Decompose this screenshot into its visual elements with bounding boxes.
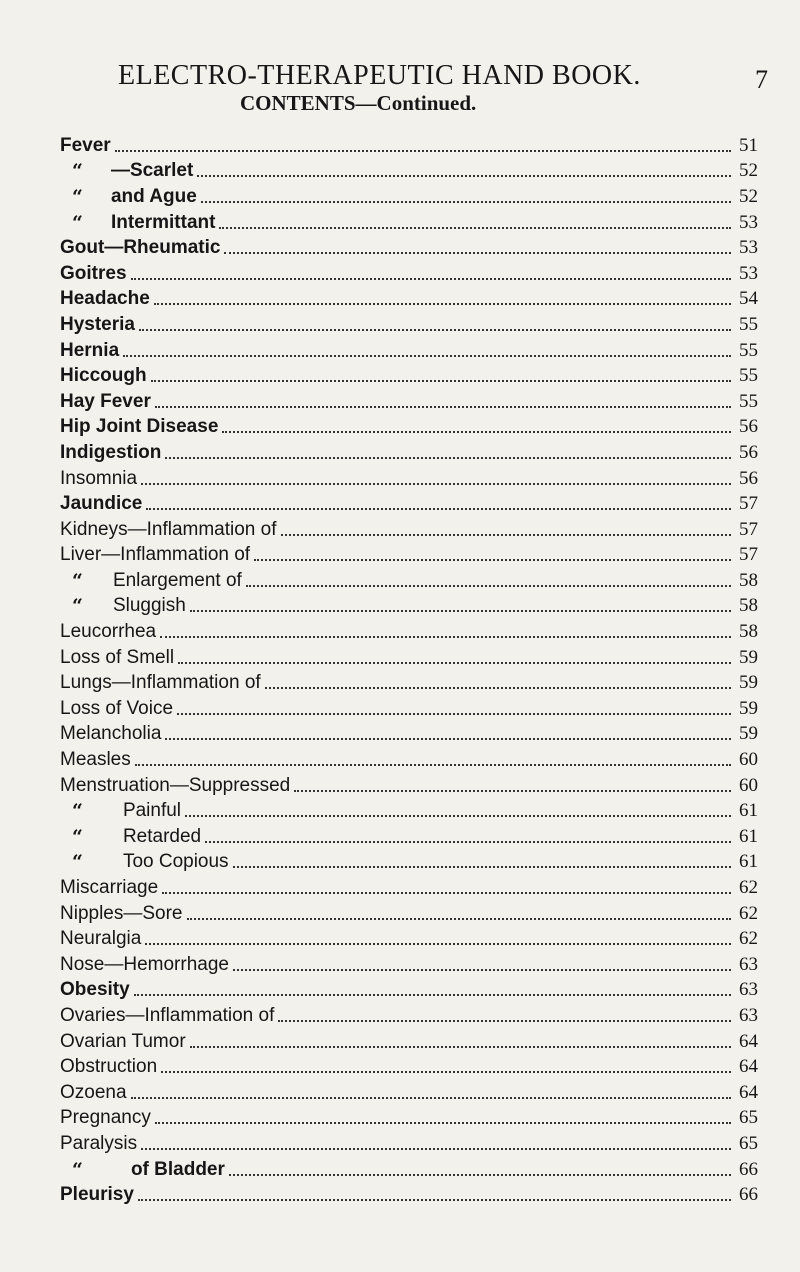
dot-leader bbox=[254, 559, 731, 561]
toc-entry-page: 66 bbox=[739, 1158, 758, 1180]
toc-entry bbox=[60, 466, 765, 492]
toc-entry-page: 60 bbox=[739, 749, 758, 771]
toc-entry-label: Pregnancy bbox=[60, 1107, 151, 1129]
ditto-mark: “ bbox=[72, 211, 83, 234]
toc-entry-label: Painful bbox=[122, 800, 182, 822]
toc-entry bbox=[60, 440, 765, 466]
toc-entry-label: Hysteria bbox=[60, 313, 135, 335]
toc-entry-label: Measles bbox=[60, 749, 131, 771]
toc-entry-page: 53 bbox=[739, 262, 758, 284]
toc-entry-page: 64 bbox=[739, 1030, 758, 1052]
toc-entry bbox=[60, 1182, 765, 1208]
toc-entry-page: 52 bbox=[739, 185, 758, 207]
toc-entry-label: Hernia bbox=[60, 339, 120, 361]
toc-entry bbox=[60, 773, 765, 799]
toc-entry bbox=[60, 159, 765, 185]
dot-leader bbox=[131, 1097, 731, 1099]
ditto-mark: “ bbox=[72, 1158, 83, 1181]
dot-leader bbox=[224, 252, 731, 254]
toc-entry-label: Ovarian Tumor bbox=[60, 1030, 186, 1052]
toc-entry bbox=[60, 978, 765, 1004]
toc-entry-page: 54 bbox=[739, 288, 758, 310]
ditto-mark: “ bbox=[72, 160, 83, 183]
toc-entry bbox=[60, 670, 765, 696]
toc-entry-page: 53 bbox=[739, 211, 758, 233]
dot-leader bbox=[178, 662, 731, 664]
ditto-mark: “ bbox=[72, 185, 83, 208]
toc-entry-label: Miscarriage bbox=[60, 877, 159, 899]
running-head-title: ELECTRO-THERAPEUTIC HAND BOOK. bbox=[118, 60, 641, 91]
toc-entry bbox=[60, 824, 765, 850]
toc-entry-label: Loss of Voice bbox=[60, 697, 174, 719]
dot-leader bbox=[162, 892, 731, 894]
toc-entry bbox=[60, 491, 765, 517]
toc-entry-label: Hip Joint Disease bbox=[60, 416, 219, 438]
ditto-mark: “ bbox=[72, 851, 83, 874]
toc-entry-page: 62 bbox=[739, 877, 758, 899]
toc-entry-label: Too Copious bbox=[122, 851, 229, 873]
dot-leader bbox=[165, 738, 731, 740]
toc-entry bbox=[60, 1157, 765, 1183]
dot-leader bbox=[141, 483, 731, 485]
page-number: 7 bbox=[755, 65, 768, 94]
dot-leader bbox=[246, 585, 731, 587]
toc-entry-page: 56 bbox=[739, 416, 758, 438]
toc-entry-label: Jaundice bbox=[60, 493, 143, 515]
toc-entry bbox=[60, 287, 765, 313]
toc-entry bbox=[60, 747, 765, 773]
toc-entry-page: 60 bbox=[739, 774, 758, 796]
toc-entry bbox=[60, 1029, 765, 1055]
toc-entry-page: 59 bbox=[739, 672, 758, 694]
dot-leader bbox=[265, 687, 731, 689]
toc-entry-page: 52 bbox=[739, 160, 758, 182]
toc-entry-page: 64 bbox=[739, 1056, 758, 1078]
dot-leader bbox=[165, 457, 731, 459]
dot-leader bbox=[141, 1148, 731, 1150]
dot-leader bbox=[190, 610, 731, 612]
toc-entry-label: Nipples—Sore bbox=[60, 902, 183, 924]
toc-entry-label: Neuralgia bbox=[60, 928, 142, 950]
toc-entry-page: 55 bbox=[739, 390, 758, 412]
toc-entry-page: 61 bbox=[739, 800, 758, 822]
dot-leader bbox=[197, 175, 731, 177]
toc-entry-label: Sluggish bbox=[112, 595, 186, 617]
toc-entry-page: 59 bbox=[739, 723, 758, 745]
toc-entry-label: Nose—Hemorrhage bbox=[60, 953, 229, 975]
toc-entry-page: 57 bbox=[739, 493, 758, 515]
toc-entry-page: 57 bbox=[739, 518, 758, 540]
toc-entry-page: 62 bbox=[739, 902, 758, 924]
toc-entry bbox=[60, 389, 765, 415]
toc-entry-label: Ovaries—Inflammation of bbox=[60, 1004, 275, 1026]
toc-entry bbox=[60, 568, 765, 594]
dot-leader bbox=[145, 943, 731, 945]
toc-entry-label: Obesity bbox=[60, 979, 130, 1001]
ditto-mark: “ bbox=[72, 825, 83, 848]
toc-entry bbox=[60, 926, 765, 952]
toc-entry bbox=[60, 517, 765, 543]
dot-leader bbox=[115, 150, 731, 152]
toc-entry bbox=[60, 696, 765, 722]
toc-entry bbox=[60, 645, 765, 671]
toc-entry-page: 63 bbox=[739, 1004, 758, 1026]
toc-entry-label: Melancholia bbox=[60, 723, 162, 745]
dot-leader bbox=[155, 406, 731, 408]
toc-entry-page: 53 bbox=[739, 237, 758, 259]
dot-leader bbox=[222, 431, 731, 433]
toc-entry bbox=[60, 363, 765, 389]
toc-entry-page: 58 bbox=[739, 595, 758, 617]
ditto-mark: “ bbox=[72, 595, 83, 618]
dot-leader bbox=[146, 508, 731, 510]
toc-entry bbox=[60, 850, 765, 876]
toc-entry-page: 56 bbox=[739, 467, 758, 489]
toc-entry-page: 55 bbox=[739, 365, 758, 387]
dot-leader bbox=[139, 329, 731, 331]
dot-leader bbox=[229, 1174, 731, 1176]
dot-leader bbox=[154, 303, 731, 305]
toc-entry-label: Leucorrhea bbox=[60, 621, 157, 643]
toc-entry bbox=[60, 875, 765, 901]
toc-entry-label: Loss of Smell bbox=[60, 646, 175, 668]
toc-entry-label: Gout—Rheumatic bbox=[60, 237, 221, 259]
toc-entry-label: Hiccough bbox=[60, 365, 147, 387]
toc-entry-page: 59 bbox=[739, 646, 758, 668]
dot-leader bbox=[205, 841, 731, 843]
toc-entry-label: Insomnia bbox=[60, 467, 138, 489]
toc-entry bbox=[60, 235, 765, 261]
toc-entry-label: Retarded bbox=[122, 825, 202, 847]
toc-entry-label: Ozoena bbox=[60, 1081, 127, 1103]
toc-entry-label: Intermittant bbox=[110, 211, 216, 233]
dot-leader bbox=[160, 636, 731, 638]
toc-entry-page: 55 bbox=[739, 339, 758, 361]
toc-entry-page: 64 bbox=[739, 1081, 758, 1103]
dot-leader bbox=[187, 918, 732, 920]
toc-entry bbox=[60, 261, 765, 287]
toc-entry-page: 62 bbox=[739, 928, 758, 950]
toc-entry bbox=[60, 312, 765, 338]
toc-entry-page: 61 bbox=[739, 851, 758, 873]
dot-leader bbox=[155, 1122, 731, 1124]
dot-leader bbox=[185, 815, 731, 817]
toc-entry bbox=[60, 338, 765, 364]
toc-entry-page: 61 bbox=[739, 825, 758, 847]
toc-entry-page: 65 bbox=[739, 1107, 758, 1129]
toc-entry bbox=[60, 798, 765, 824]
dot-leader bbox=[219, 227, 731, 229]
toc-entry-label: Paralysis bbox=[60, 1132, 138, 1154]
toc-entry-page: 65 bbox=[739, 1132, 758, 1154]
dot-leader bbox=[135, 764, 731, 766]
toc-entry bbox=[60, 415, 765, 441]
ditto-mark: “ bbox=[72, 569, 83, 592]
toc-entry-label: Enlargement of bbox=[112, 569, 242, 591]
toc-entry bbox=[60, 1054, 765, 1080]
toc-entry-label: Fever bbox=[60, 134, 111, 156]
toc-entry bbox=[60, 133, 765, 159]
dot-leader bbox=[233, 969, 731, 971]
dot-leader bbox=[151, 380, 731, 382]
dot-leader bbox=[177, 713, 731, 715]
table-of-contents bbox=[60, 133, 765, 1208]
dot-leader bbox=[123, 355, 731, 357]
toc-entry bbox=[60, 1131, 765, 1157]
toc-entry bbox=[60, 619, 765, 645]
dot-leader bbox=[201, 201, 731, 203]
toc-entry-page: 58 bbox=[739, 621, 758, 643]
dot-leader bbox=[233, 866, 731, 868]
contents-heading: CONTENTS—Continued. bbox=[240, 91, 477, 115]
dot-leader bbox=[190, 1046, 731, 1048]
toc-entry bbox=[60, 952, 765, 978]
dot-leader bbox=[138, 1199, 731, 1201]
toc-entry-page: 66 bbox=[739, 1184, 758, 1206]
toc-entry-label: Menstruation—Suppressed bbox=[60, 774, 291, 796]
toc-entry-page: 56 bbox=[739, 441, 758, 463]
toc-entry bbox=[60, 1106, 765, 1132]
toc-entry bbox=[60, 1003, 765, 1029]
toc-entry bbox=[60, 722, 765, 748]
dot-leader bbox=[281, 534, 732, 536]
toc-entry-page: 57 bbox=[739, 544, 758, 566]
toc-entry bbox=[60, 1080, 765, 1106]
toc-entry-label: —Scarlet bbox=[110, 160, 194, 182]
dot-leader bbox=[131, 278, 731, 280]
toc-entry-label: Goitres bbox=[60, 262, 127, 284]
toc-entry-label: Liver—Inflammation of bbox=[60, 544, 251, 566]
toc-entry-page: 63 bbox=[739, 953, 758, 975]
dot-leader bbox=[278, 1020, 731, 1022]
toc-entry-label: Obstruction bbox=[60, 1056, 158, 1078]
ditto-mark: “ bbox=[72, 800, 83, 823]
toc-entry-label: and Ague bbox=[110, 185, 197, 207]
dot-leader bbox=[161, 1071, 731, 1073]
toc-entry-page: 55 bbox=[739, 313, 758, 335]
toc-entry-page: 59 bbox=[739, 697, 758, 719]
toc-entry-page: 58 bbox=[739, 569, 758, 591]
toc-entry-label: Pleurisy bbox=[60, 1184, 134, 1206]
dot-leader bbox=[134, 994, 731, 996]
toc-entry-label: of Bladder bbox=[130, 1158, 225, 1180]
toc-entry-label: Kidneys—Inflammation of bbox=[60, 518, 277, 540]
toc-entry-label: Hay Fever bbox=[60, 390, 151, 412]
toc-entry-label: Indigestion bbox=[60, 441, 162, 463]
toc-entry bbox=[60, 184, 765, 210]
toc-entry bbox=[60, 594, 765, 620]
toc-entry-page: 51 bbox=[739, 134, 758, 156]
toc-entry bbox=[60, 543, 765, 569]
dot-leader bbox=[294, 790, 731, 792]
toc-entry-label: Headache bbox=[60, 288, 150, 310]
toc-entry bbox=[60, 210, 765, 236]
toc-entry-page: 63 bbox=[739, 979, 758, 1001]
toc-entry bbox=[60, 901, 765, 927]
toc-entry-label: Lungs—Inflammation of bbox=[60, 672, 261, 694]
